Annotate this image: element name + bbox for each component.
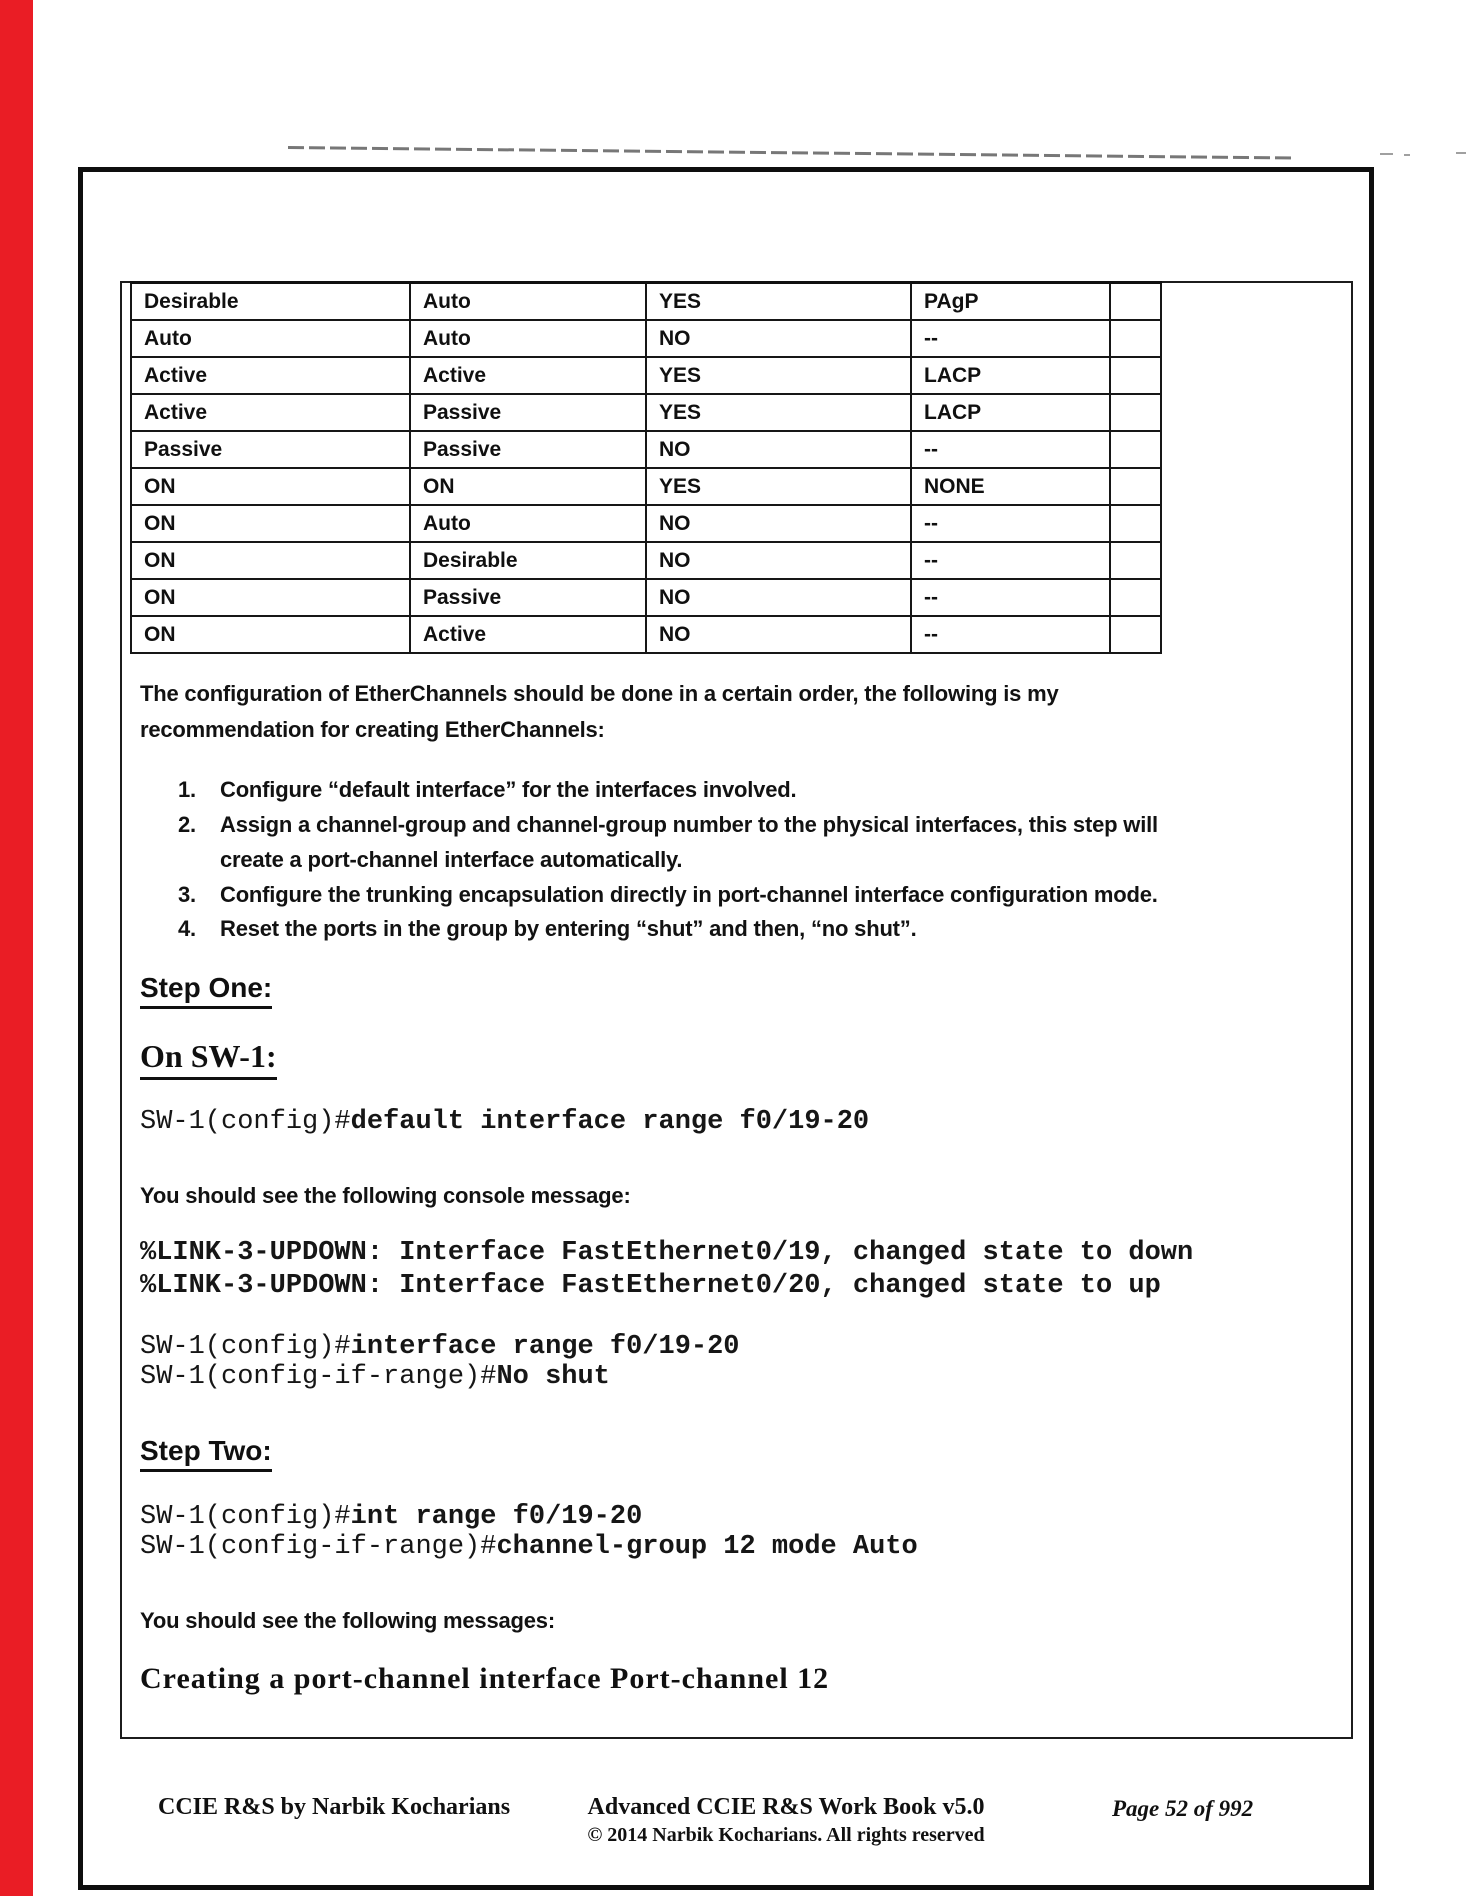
step-one-heading: Step One: xyxy=(140,972,272,1009)
table-row xyxy=(131,579,1161,616)
table-cell: LACP xyxy=(911,357,1110,394)
table-cell-empty xyxy=(1110,283,1161,321)
table-cell: PAgP xyxy=(911,283,1110,321)
table-row xyxy=(131,468,1161,505)
table-cell: Passive xyxy=(410,431,646,468)
table-cell-empty xyxy=(1110,542,1161,579)
table-cell: NO xyxy=(646,579,911,616)
table-cell: ON xyxy=(131,468,410,505)
table-row xyxy=(131,320,1161,357)
table-cell: Passive xyxy=(410,394,646,431)
table-cell: Desirable xyxy=(131,283,410,321)
list-item-number: 3. xyxy=(178,882,196,907)
port-channel-message: Creating a port-channel interface Port-channel 12 xyxy=(140,1662,830,1695)
list-item xyxy=(178,877,1358,912)
list-item-number: 1. xyxy=(178,777,196,802)
table-cell: Auto xyxy=(131,320,410,357)
footer-author: CCIE R&S by Narbik Kocharians xyxy=(158,1794,511,1820)
table-cell: -- xyxy=(911,505,1110,542)
table-row xyxy=(131,394,1161,431)
table-row xyxy=(131,431,1161,468)
table-cell: NO xyxy=(646,616,911,653)
table-cell: ON xyxy=(410,468,646,505)
list-item-text: Reset the ports in the group by entering “shut” and then, “no shut”. xyxy=(220,916,917,941)
scan-artifact-dash xyxy=(1380,153,1393,155)
footer-book-info xyxy=(566,1794,1006,1847)
cli-command: No shut xyxy=(496,1362,610,1392)
table-cell: ON xyxy=(131,579,410,616)
table-cell-empty xyxy=(1110,468,1161,505)
footer-page-number: Page 52 of 992 xyxy=(1112,1796,1254,1821)
table-row xyxy=(131,357,1161,394)
table-cell: YES xyxy=(646,357,911,394)
table-cell: YES xyxy=(646,283,911,321)
list-item-text: Configure “default interface” for the interfaces involved. xyxy=(220,777,797,802)
table-cell: YES xyxy=(646,468,911,505)
table-cell: ON xyxy=(131,616,410,653)
list-item-text: Assign a channel-group and channel-group number to the physical interfaces, this step will xyxy=(220,812,1158,837)
table-cell: LACP xyxy=(911,394,1110,431)
cli-command-line xyxy=(140,1532,918,1562)
cli-command-line xyxy=(140,1502,642,1532)
table-cell: ON xyxy=(131,505,410,542)
table-cell: ON xyxy=(131,542,410,579)
list-item-number: 2. xyxy=(178,812,196,837)
cli-command: channel-group 12 mode Auto xyxy=(496,1532,918,1562)
list-item-text: Configure the trunking encapsulation directly in port-channel interface configuration mode. xyxy=(220,882,1158,907)
table-cell-empty xyxy=(1110,505,1161,542)
cli-prompt: SW-1(config-if-range)# xyxy=(140,1362,497,1392)
table-cell: NO xyxy=(646,542,911,579)
messages-intro-text: You should see the following messages: xyxy=(140,1608,555,1633)
table-cell: Active xyxy=(410,357,646,394)
console-message-line: %LINK-3-UPDOWN: Interface FastEthernet0/20, changed state to up xyxy=(140,1271,1161,1301)
list-item xyxy=(178,807,1358,877)
table-row xyxy=(131,283,1161,321)
table-cell: -- xyxy=(911,616,1110,653)
console-message-line: %LINK-3-UPDOWN: Interface FastEthernet0/19, changed state to down xyxy=(140,1238,1194,1268)
table-cell: NO xyxy=(646,320,911,357)
table-cell-empty xyxy=(1110,394,1161,431)
table-cell-empty xyxy=(1110,579,1161,616)
on-sw1-heading: On SW-1: xyxy=(140,1038,277,1080)
scan-artifact-dash xyxy=(1456,152,1466,154)
table-cell: Active xyxy=(410,616,646,653)
intro-line: recommendation for creating EtherChannels: xyxy=(140,717,605,742)
table-cell: NO xyxy=(646,431,911,468)
table-cell: Active xyxy=(131,394,410,431)
table-cell: NO xyxy=(646,505,911,542)
table-cell: -- xyxy=(911,579,1110,616)
list-item xyxy=(178,911,1358,946)
table-cell: Passive xyxy=(131,431,410,468)
cli-command: default interface range f0/19-20 xyxy=(350,1107,870,1137)
table-row xyxy=(131,616,1161,653)
table-cell: NONE xyxy=(911,468,1110,505)
list-item xyxy=(178,772,1358,807)
table-row xyxy=(131,505,1161,542)
table-cell-empty xyxy=(1110,616,1161,653)
footer-copyright: © 2014 Narbik Kocharians. All rights reserved xyxy=(587,1824,985,1846)
intro-line: The configuration of EtherChannels should be done in a certain order, the following is my xyxy=(140,681,1059,706)
table-cell-empty xyxy=(1110,357,1161,394)
table-cell: Passive xyxy=(410,579,646,616)
table-cell: Auto xyxy=(410,320,646,357)
cli-command-line xyxy=(140,1332,740,1362)
table-cell: Auto xyxy=(410,505,646,542)
scan-artifact-dash xyxy=(1404,154,1410,156)
cli-command-line xyxy=(140,1107,869,1137)
table-cell: -- xyxy=(911,542,1110,579)
cli-command: interface range f0/19-20 xyxy=(350,1332,740,1362)
footer-book-title: Advanced CCIE R&S Work Book v5.0 xyxy=(587,1794,985,1820)
table-cell: Auto xyxy=(410,283,646,321)
list-item-text: create a port-channel interface automatically. xyxy=(220,847,683,872)
cli-command-line xyxy=(140,1362,610,1392)
console-intro-text: You should see the following console message: xyxy=(140,1183,631,1208)
intro-paragraph xyxy=(140,676,1260,748)
etherchannel-mode-table xyxy=(130,281,1162,654)
scan-edge-red-bar xyxy=(0,0,33,1896)
table-row xyxy=(131,542,1161,579)
cli-prompt: SW-1(config)# xyxy=(140,1502,351,1532)
table-cell: YES xyxy=(646,394,911,431)
table-cell: -- xyxy=(911,320,1110,357)
table-cell-empty xyxy=(1110,320,1161,357)
cli-prompt: SW-1(config-if-range)# xyxy=(140,1532,497,1562)
cli-prompt: SW-1(config)# xyxy=(140,1332,351,1362)
cli-command: int range f0/19-20 xyxy=(350,1502,643,1532)
step-two-heading: Step Two: xyxy=(140,1435,272,1472)
table-cell: -- xyxy=(911,431,1110,468)
table-cell-empty xyxy=(1110,431,1161,468)
table-cell: Active xyxy=(131,357,410,394)
scan-artifact-line xyxy=(288,146,1296,160)
list-item-number: 4. xyxy=(178,916,196,941)
cli-prompt: SW-1(config)# xyxy=(140,1107,351,1137)
table-cell: Desirable xyxy=(410,542,646,579)
